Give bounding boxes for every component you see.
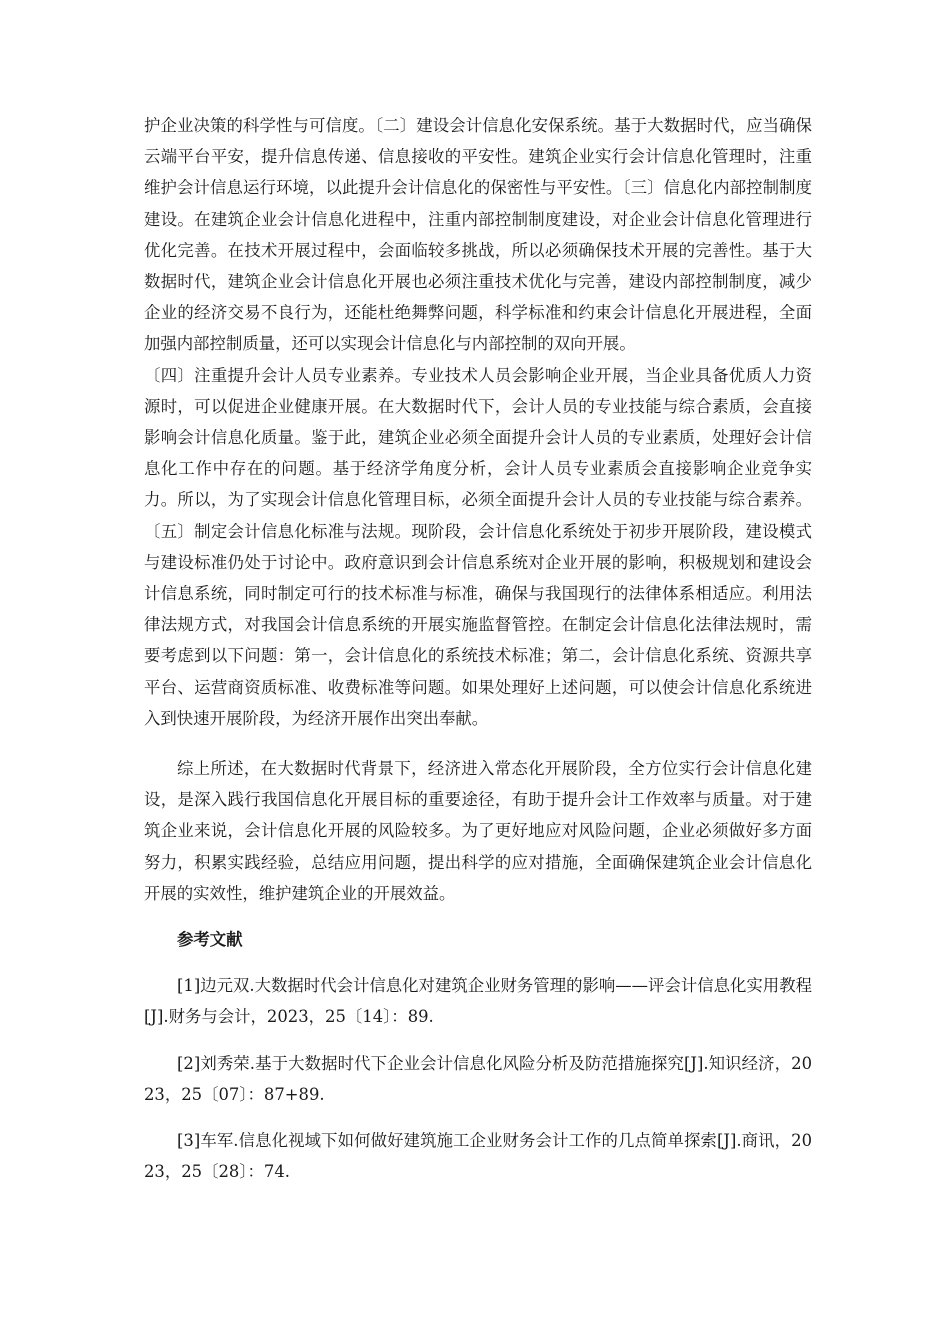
document-page [144, 110, 812, 1188]
references-heading: 参考文献 [177, 930, 243, 950]
reference-item-2: [2]刘秀荣.基于大数据时代下企业会计信息化风险分析及防范措施探究[J].知识经济，2023，25〔07〕：87+89. [144, 1053, 812, 1104]
reference-item-1: [1]边元双.大数据时代会计信息化对建筑企业财务管理的影响——评会计信息化实用教程[J].财务与会计，2023，25〔14〕：89. [144, 976, 812, 1027]
reference-item-3: [3]车军.信息化视域下如何做好建筑施工企业财务会计工作的几点简单探索[J].商讯，2023，25〔28〕：74. [144, 1131, 812, 1182]
body-paragraph-continued: 护企业决策的科学性与可信度。〔二〕建设会计信息化安保系统。基于大数据时代，应当确保云端平台平安，提升信息传递、信息接收的平安性。建筑企业实行会计信息化管理时，注重维护会计信息运行环境，以此提升会计信息化的保密性与平安性。〔三〕信息化内部控制制度建设。在建筑企业会计信息化进程中，注重内部控制制度建设，对企业会计信息化管理进行优化完善。在技术开展过程中，会面临较多挑战，所以必须确保技术开展的完善性。基于大数据时代，建筑企业会计信息化开展也必须注重技术优化与完善，建设内部控制制度，减少企业的经济交易不良行为，还能杜绝舞弊问题，科学标准和约束会计信息化开展进程，全面加强内部控制质量，还可以实现会计信息化与内部控制的双向开展。 [144, 116, 812, 354]
body-paragraph-measures: 〔四〕注重提升会计人员专业素养。专业技术人员会影响企业开展，当企业具备优质人力资源时，可以促进企业健康开展。在大数据时代下，会计人员的专业技能与综合素质，会直接影响会计信息化质量。鉴于此，建筑企业必须全面提升会计人员的专业素质，处理好会计信息化工作中存在的问题。基于经济学角度分析，会计人员专业素质会直接影响企业竞争实力。所以，为了实现会计信息化管理目标，必须全面提升会计人员的专业技能与综合素养。〔五〕制定会计信息化标准与法规。现阶段，会计信息化系统处于初步开展阶段，建设模式与建设标准仍处于讨论中。政府意识到会计信息系统对企业开展的影响，积极规划和建设会计信息系统，同时制定可行的技术标准与标准，确保与我国现行的法律体系相适应。利用法律法规方式，对我国会计信息系统的开展实施监督管控。在制定会计信息化法律法规时，需要考虑到以下问题：第一，会计信息化的系统技术标准；第二，会计信息化系统、资源共享平台、运营商资质标准、收费标准等问题。如果处理好上述问题，可以使会计信息化系统进入到快速开展阶段，为经济开展作出突出奉献。 [144, 365, 812, 728]
conclusion-paragraph: 综上所述，在大数据时代背景下，经济进入常态化开展阶段，全方位实行会计信息化建设，是深入践行我国信息化开展目标的重要途径，有助于提升会计工作效率与质量。对于建筑企业来说，会计信息化开展的风险较多。为了更好地应对风险问题，企业必须做好多方面努力，积累实践经验，总结应用问题，提出科学的应对措施，全面确保建筑企业会计信息化开展的实效性，维护建筑企业的开展效益。 [144, 759, 812, 903]
